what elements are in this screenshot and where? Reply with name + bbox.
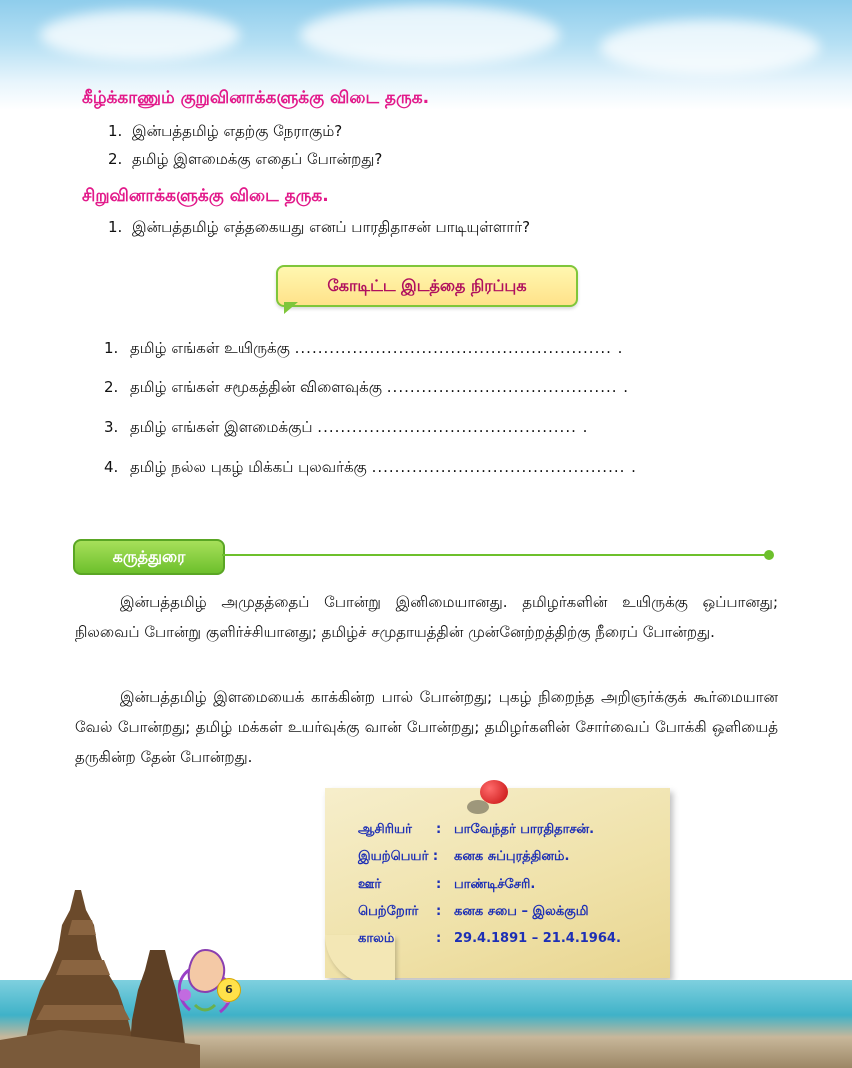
blank-text: தமிழ் எங்கள் சமூகத்தின் விளைவுக்கு <box>130 378 382 396</box>
cloud-decoration <box>600 20 820 75</box>
blank-item <box>104 418 588 438</box>
question-item <box>108 122 342 142</box>
author-info-row <box>358 931 621 947</box>
blank-number: 4. <box>104 458 119 476</box>
info-value: பாண்டிச்சேரி. <box>454 877 536 892</box>
blank-item <box>104 458 637 478</box>
divider-line <box>222 554 768 556</box>
author-info-row <box>358 904 589 920</box>
info-colon: : <box>436 877 442 892</box>
divider-dot <box>764 550 774 560</box>
info-value: 29.4.1891 – 21.4.1964. <box>454 931 621 946</box>
paragraph-text: இன்பத்தமிழ் அமுதத்தைப் போன்று இனிமையானது. தமிழர்களின் உயிருக்கு ஒப்பானது; நிலவைப் போன்று குளிர்ச்சியானது; தமிழ்ச் சமுதாயத்தின் முன்னேற்றத்திற்கு நீரைப் போன்றது. <box>75 593 778 641</box>
info-colon: : <box>436 904 442 919</box>
blank-dots: ............................................. . <box>317 418 589 436</box>
fill-blanks-title: கோடிட்ட இடத்தை நிரப்புக <box>276 265 578 307</box>
question-text: இன்பத்தமிழ் எத்தகையது எனப் பாரதிதாசன் பாடியுள்ளார்? <box>132 218 531 236</box>
karuthurai-paragraph <box>75 587 778 647</box>
info-value: பாவேந்தர் பாரதிதாசன். <box>454 822 595 837</box>
question-number: 1. <box>108 218 123 236</box>
info-colon: : <box>436 822 442 837</box>
banner-tail-decoration <box>284 302 298 314</box>
blank-item <box>104 378 629 398</box>
info-key: பெற்றோர் <box>358 904 419 919</box>
karuthurai-paragraph <box>75 682 778 772</box>
blank-dots: ........................................ . <box>386 378 630 396</box>
pushpin-icon <box>480 780 508 804</box>
question-number: 1. <box>108 122 123 140</box>
paragraph-text: இன்பத்தமிழ் இளமையைக் காக்கின்ற பால் போன்றது; புகழ் நிறைந்த அறிஞர்க்குக் கூர்மையான வேல் போன்றது; தமிழ் மக்கள் உயர்வுக்கு வான் போன்றது; தமிழர்களின் சோர்வைப் போக்கி ஒளியைத் தருகின்ற தேன் போன்றது. <box>75 688 778 766</box>
info-key: இயற்பெயர் : <box>358 849 439 864</box>
blank-number: 3. <box>104 418 119 436</box>
info-key: காலம் <box>358 931 395 946</box>
blank-text: தமிழ் நல்ல புகழ் மிக்கப் புலவர்க்கு <box>130 458 367 476</box>
page-number: 6 <box>217 978 241 1002</box>
blank-number: 2. <box>104 378 119 396</box>
question-text: தமிழ் இளமைக்கு எதைப் போன்றது? <box>132 150 383 168</box>
question-text: இன்பத்தமிழ் எதற்கு நேராகும்? <box>132 122 343 140</box>
cloud-decoration <box>40 10 240 60</box>
author-info-row <box>358 849 569 865</box>
question-item <box>108 218 530 238</box>
section2-heading: சிறுவினாக்களுக்கு விடை தருக. <box>82 186 329 206</box>
blank-dots: ............................................ . <box>371 458 637 476</box>
info-colon: : <box>436 931 442 946</box>
blank-dots: ....................................................... . <box>294 339 624 357</box>
blank-text: தமிழ் எங்கள் உயிருக்கு <box>130 339 290 357</box>
info-key: ஊர் <box>358 877 382 892</box>
question-item <box>108 150 382 170</box>
info-value: கனக சுப்புரத்தினம். <box>454 849 570 864</box>
question-number: 2. <box>108 150 123 168</box>
section1-heading: கீழ்க்காணும் குறுவினாக்களுக்கு விடை தருக. <box>82 88 430 108</box>
blank-text: தமிழ் எங்கள் இளமைக்குப் <box>130 418 313 436</box>
blank-item <box>104 339 623 359</box>
info-value: கனக சபை – இலக்குமி <box>454 904 589 919</box>
author-info-row <box>358 822 594 838</box>
cloud-decoration <box>300 5 560 65</box>
blank-number: 1. <box>104 339 119 357</box>
info-key: ஆசிரியர் <box>358 822 412 837</box>
author-info-row <box>358 877 535 893</box>
karuthurai-title: கருத்துரை <box>73 539 225 575</box>
